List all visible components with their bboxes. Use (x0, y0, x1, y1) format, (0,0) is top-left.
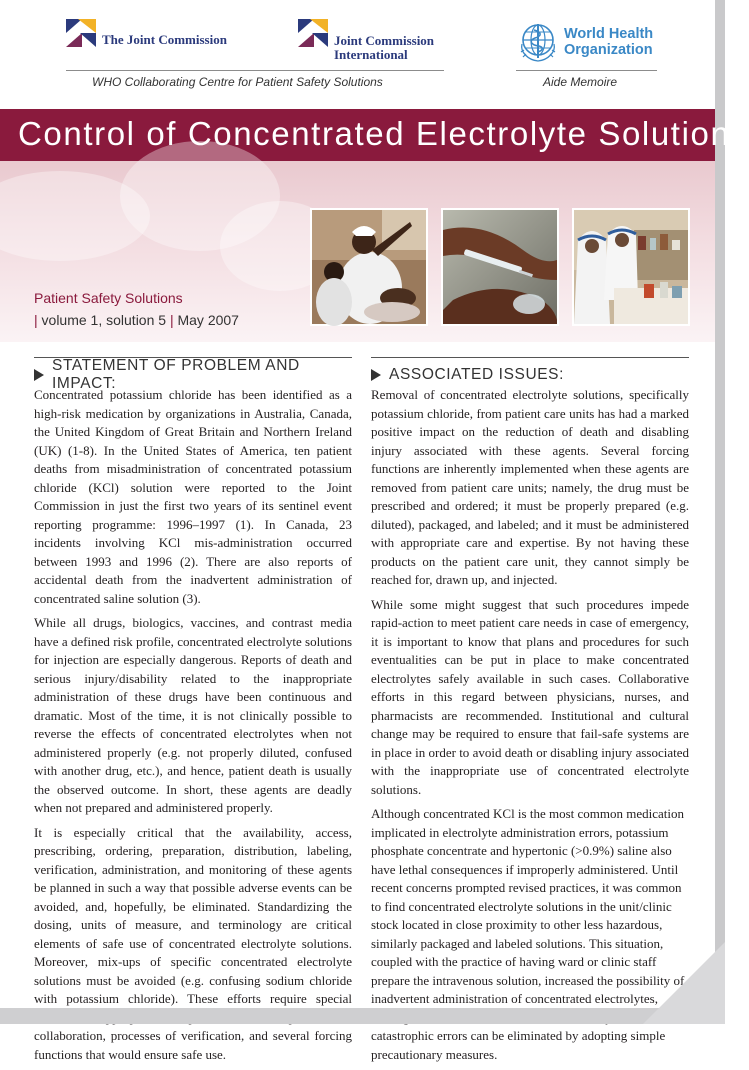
page-bottom-strip (0, 1008, 725, 1024)
problem-impact-heading-text: STATEMENT OF PROBLEM AND IMPACT: (52, 357, 300, 392)
title-band (0, 109, 749, 161)
issue-date: May 2007 (177, 312, 239, 328)
associated-issues-heading (371, 364, 689, 386)
series-title: Patient Safety Solutions (34, 290, 183, 306)
jci-name-line1: Joint Commission (334, 33, 435, 48)
jci-logo (298, 19, 434, 62)
associated-issues-column (371, 357, 689, 1070)
nurse-with-mother-and-infant-photo (310, 208, 428, 326)
page-corner-fold (643, 942, 725, 1024)
nursing-sisters-pharmacy-photo (572, 208, 690, 326)
triangle-bullet-icon (34, 369, 44, 381)
paragraph: Concentrated potassium chloride has been identified as a high-risk medication by organizations in Australia, Canada, the United Kingdom of Great Britain and Northern Ireland (UK) (1-8). In the United States of America, ten patient deaths from misadministration of concentrated potassium chloride (KCl) solution were reported to the Joint Commission in just the first two years of its sentinel event reporting programme: 1996–1997 (1). In Canada, 23 incidents involving KCl mis-administration occurred between 1993 and 1996 (2). There are also reports of accidental death from the inadvertent administration of concentrated saline solution (3). (34, 387, 352, 606)
jci-name-line2: International (334, 47, 408, 62)
who-name-line2: Organization (564, 42, 653, 58)
who-logo (516, 20, 653, 64)
problem-statement-column (34, 357, 352, 1070)
header-rule-left (66, 70, 444, 71)
who-name-line1: World Health (564, 26, 654, 42)
banner (0, 161, 715, 342)
joint-commission-name: The Joint Commission (102, 32, 227, 47)
joint-commission-logo (66, 19, 227, 49)
separator-bar: | (169, 312, 174, 328)
paragraph: While all drugs, biologics, vaccines, and contrast media have a defined risk profile, concentrated electrolyte solutions for injection are especially dangerous. Reports of death and serious injury/disability related to the inappropriate administration of these drugs have been continuous and dramatic. Most of the time, it is not clinically possible to reverse the effects of concentrated electrolytes when not administered properly (e.g. not properly diluted, confused with another drug, etc.), and hence, patient death is usually the observed outcome. In short, these agents are deadly when not prepared and administered properly. (34, 615, 352, 815)
paragraph: It is especially critical that the availability, access, prescribing, ordering, preparation, distribution, labeling, verification, administration, and monitoring of these agents be planned in such a way that possible adverse events can be avoided, and, hopefully, be eliminated. Standardizing the dosing, units of measure, and terminology are critical elements of safe use of concentrated electrolyte solutions. Moreover, mix-ups of specific concentrated electrolyte solutions must be avoided (e.g. confusing sodium chloride with potassium chloride). These efforts require special collaboration, processes of verification, and several forcing functions that would ensure safe use. (34, 824, 352, 1062)
column-rule (371, 357, 689, 358)
joint-commission-mark-icon (66, 19, 98, 49)
volume-label: volume 1, solution 5 (41, 312, 167, 328)
paragraph: Although concentrated KCl is the most common medication implicated in electrolyte administration errors, potassium phosphate concentrate and hypertonic (>0.9%) saline also have lethal consequences if improperly administered. Until recent concerns prompted revised practices, it was common to find concentrated electrolyte solutions in the unit/clinic stock located in close proximity to other less hazardous, similarly packaged and labeled solutions. This situation, coupled with the practice of having ward or clinic staff prepare the intravenous solution, increased the possibility of inadvertent administration of concentrated electrolytes, catastrophic errors can be eliminated by adopting simple precautionary measures. (371, 806, 685, 1062)
problem-impact-heading (34, 357, 352, 392)
volume-line (34, 312, 239, 328)
associated-issues-heading-text: ASSOCIATED ISSUES: (389, 366, 565, 383)
paragraph: While some might suggest that such procedures impede rapid-action to meet patient care needs in case of emergency, it is important to know that plans and procedures for such eventualities can be put in place to make concentrated electrolytes safely available in such cases. Collaborative efforts in this regard between physicians, nurses, and pharmacists are recommended. Institutional and cultural change may be required to ensure that fail-safe systems are in place in order to avoid death or disabling injury associated with the inappropriate use of concentrated electrolyte solutions. (371, 596, 689, 797)
document-title: Control of Concentrated Electrolyte Solutions (18, 115, 749, 152)
separator-bar: | (34, 312, 38, 328)
syringe-and-vial-photo (441, 208, 559, 326)
who-emblem-icon (516, 20, 560, 64)
paragraph: Removal of concentrated electrolyte solutions, specifically potassium chloride, from patient care units has had a marked positive impact on the reduction of death and disabling injury associated with these agents. Several forcing functions are inherently implemented when these agents are removed from patient care units; namely, the drug must be prescribed and ordered; it must be properly prepared (e.g. diluted), packaged, and labeled; and it must be administered with appropriate care and expertise. By not having these products on the patient care unit, they cannot simply be reached for, drawn up, and injected. (371, 387, 689, 587)
aide-memoire-label: Aide Memoire (543, 75, 618, 89)
page-edge-strip (715, 0, 725, 1024)
triangle-bullet-icon (371, 369, 381, 381)
header-rule-right (516, 70, 657, 71)
who-collaborating-centre-tagline: WHO Collaborating Centre for Patient Safety Solutions (92, 75, 383, 89)
jci-mark-icon (298, 19, 330, 49)
